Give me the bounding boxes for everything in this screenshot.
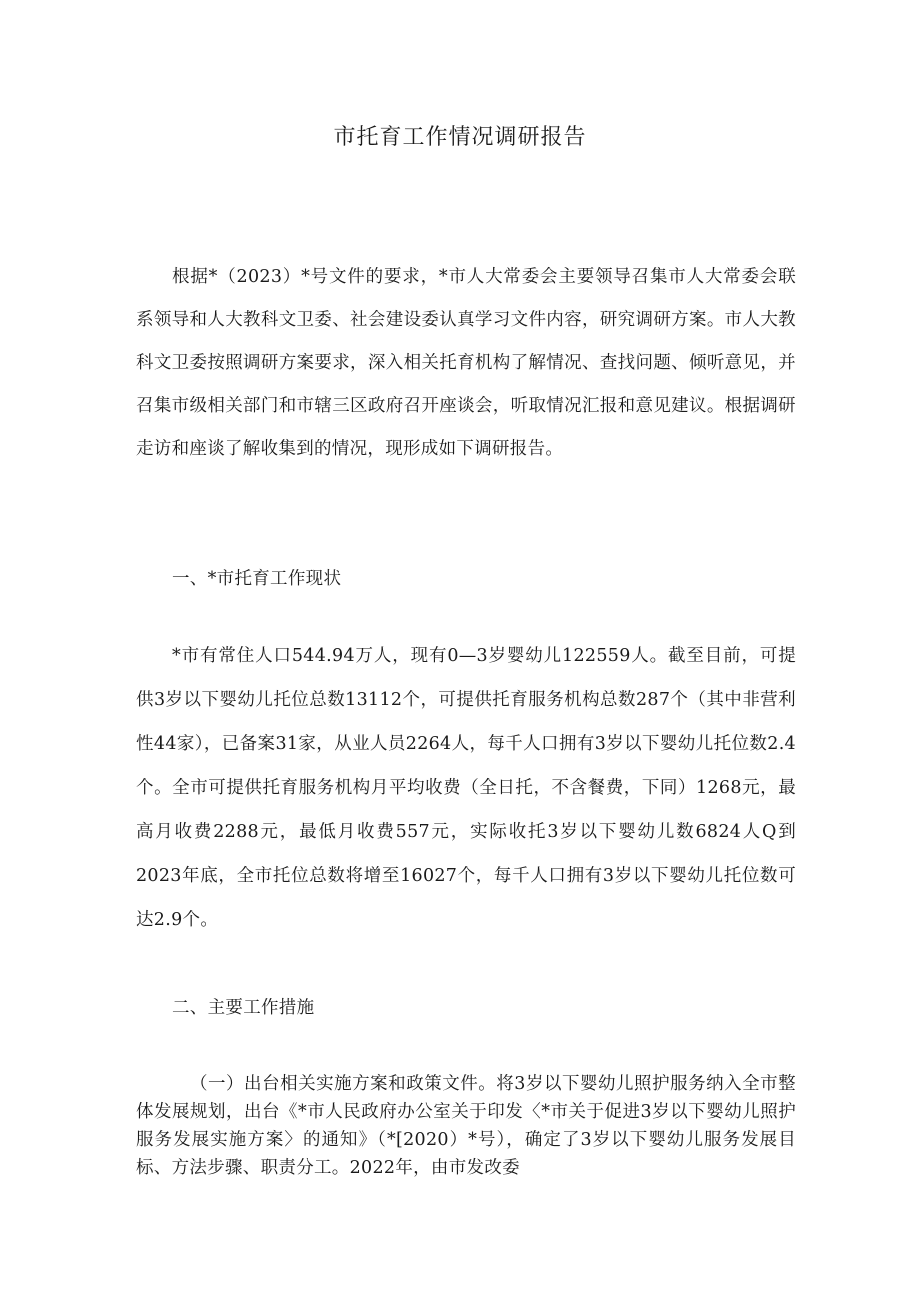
- intro-paragraph: 根据*（2023）*号文件的要求，*市人大常委会主要领导召集市人大常委会联系领导和人大教科文卫委、社会建设委认真学习文件内容，研究调研方案。市人大教科文卫委按照调研方案要求，深入相关托育机构了解情况、查找问题、倾听意见，并召集市级相关部门和市辖三区政府召开座谈会，听取情况汇报和意见建议。根据调研走访和座谈了解收集到的情况，现形成如下调研报告。: [136, 267, 796, 459]
- document-title: 市托育工作情况调研报告: [333, 125, 587, 150]
- measures-paragraph-1: （一）出台相关实施方案和政策文件。将3岁以下婴幼儿照护服务纳入全市整体发展规划，出台《*市人民政府办公室关于印发〈*市关于促进3岁以下婴幼儿照护服务发展实施方案〉的通知》（*[2020）*号），确定了3岁以下婴幼儿服务发展目标、方法步骤、职责分工。2022年，由市发改委: [136, 1074, 796, 1178]
- section-heading-status: 一、*市托育工作现状: [172, 569, 342, 589]
- status-paragraph: *市有常住人口544.94万人，现有0—3岁婴幼儿122559人。截至目前，可提供3岁以下婴幼儿托位总数13112个，可提供托育服务机构总数287个（其中非营利性44家），已备案31家，从业人员2264人，每千人口拥有3岁以下婴幼儿托位数2.4个。全市可提供托育服务机构月平均收费（全日托，不含餐费，下同）1268元，最高月收费2288元，最低月收费557元，实际收托3岁以下婴幼儿数6824人Q到2023年底，全市托位总数将增至16027个，每千人口拥有3岁以下婴幼儿托位数可达2.9个。: [136, 646, 796, 930]
- section-heading-measures: 二、主要工作措施: [172, 998, 315, 1018]
